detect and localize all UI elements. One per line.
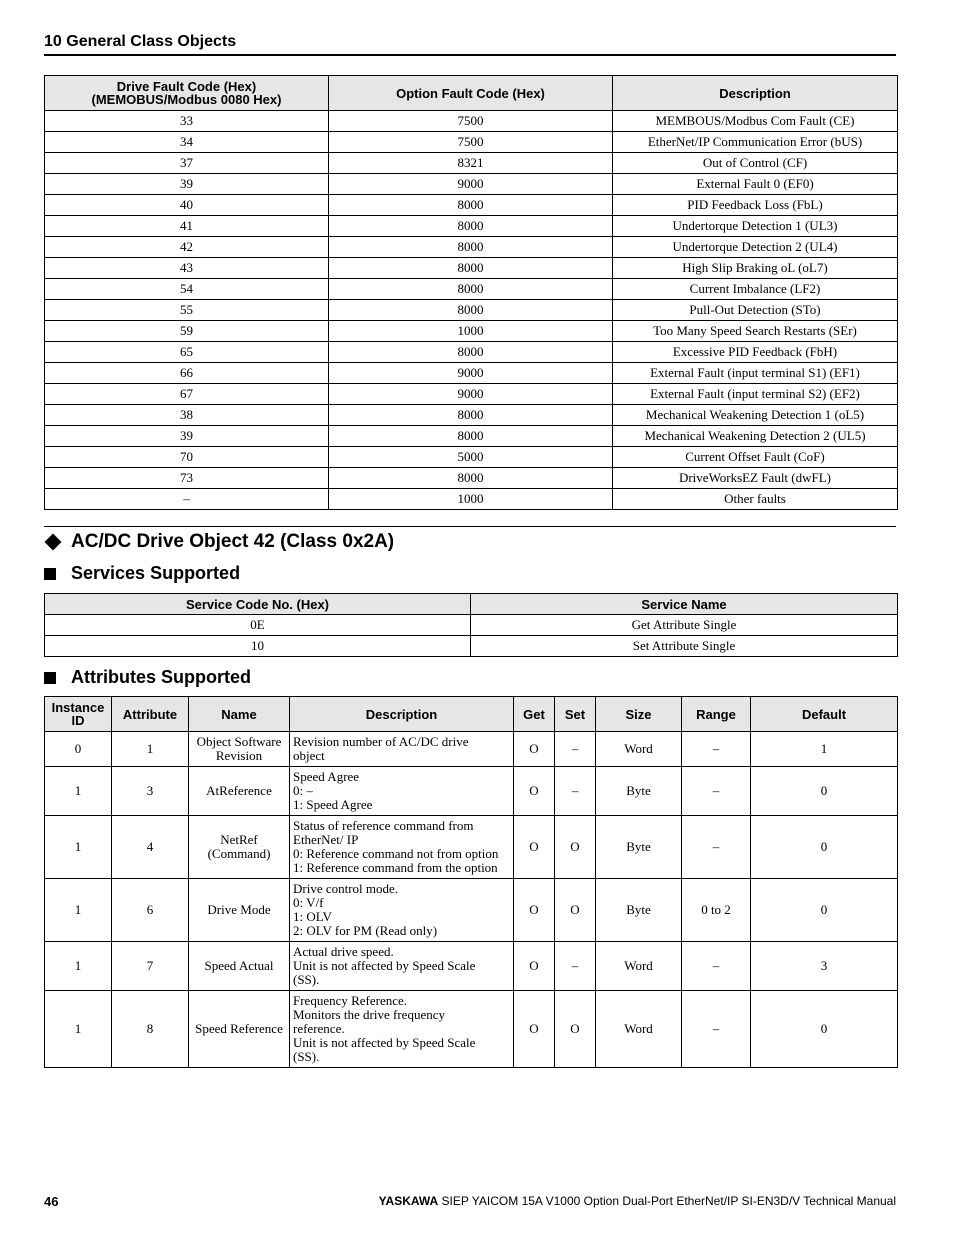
table-cell: 54 [45, 279, 329, 300]
table-cell: 43 [45, 258, 329, 279]
table-row [45, 363, 898, 384]
table-row [45, 342, 898, 363]
column-header: Drive Fault Code (Hex) (MEMOBUS/Modbus 0080 Hex) [45, 76, 329, 111]
table-cell: 67 [45, 384, 329, 405]
column-header: Default [751, 697, 898, 732]
header-rule [44, 54, 896, 56]
table-cell: 8000 [329, 195, 613, 216]
table-cell: 8000 [329, 468, 613, 489]
table-cell: External Fault (input terminal S1) (EF1) [613, 363, 898, 384]
table-cell: – [682, 991, 751, 1068]
section-heading [44, 531, 394, 553]
column-header: Attribute [112, 697, 189, 732]
table-cell: 38 [45, 405, 329, 426]
table-cell: 8000 [329, 279, 613, 300]
table-cell: 0E [45, 615, 471, 636]
table-cell: 59 [45, 321, 329, 342]
table-cell: 34 [45, 132, 329, 153]
table-cell: 0 [45, 732, 112, 767]
table-cell: Out of Control (CF) [613, 153, 898, 174]
table-cell: 41 [45, 216, 329, 237]
table-cell: 8000 [329, 300, 613, 321]
table-cell: 8000 [329, 258, 613, 279]
table-cell: 10 [45, 636, 471, 657]
table-row [45, 942, 898, 991]
table-cell: Revision number of AC/DC drive object [290, 732, 514, 767]
table-row [45, 991, 898, 1068]
table-cell: 8000 [329, 216, 613, 237]
table-cell: 1 [45, 991, 112, 1068]
page-number: 46 [44, 1194, 59, 1209]
table-cell: 66 [45, 363, 329, 384]
table-cell: 3 [751, 942, 898, 991]
table-cell: – [555, 942, 596, 991]
section-title: AC/DC Drive Object 42 (Class 0x2A) [71, 531, 395, 552]
table-cell: Drive Mode [189, 879, 290, 942]
table-cell: AtReference [189, 767, 290, 816]
table-cell: 6 [112, 879, 189, 942]
column-header: Description [290, 697, 514, 732]
diamond-bullet-icon [45, 534, 62, 551]
table-cell: 0 [751, 816, 898, 879]
table-cell: 7 [112, 942, 189, 991]
table-cell: Drive control mode. 0: V/f 1: OLV 2: OLV for PM (Read only) [290, 879, 514, 942]
table-cell: O [514, 879, 555, 942]
table-row [45, 816, 898, 879]
page-header-title: 10 General Class Objects [44, 33, 237, 50]
attributes-table [44, 696, 898, 1068]
table-cell: 1000 [329, 321, 613, 342]
column-header: Size [596, 697, 682, 732]
square-bullet-icon [44, 672, 56, 684]
table-cell: 1 [45, 816, 112, 879]
table-row [45, 216, 898, 237]
table-cell: O [514, 767, 555, 816]
table-cell: 1 [751, 732, 898, 767]
table-row [45, 132, 898, 153]
table-row [45, 468, 898, 489]
table-row [45, 384, 898, 405]
table-cell: 40 [45, 195, 329, 216]
table-cell: Mechanical Weakening Detection 1 (oL5) [613, 405, 898, 426]
attributes-heading-text: Attributes Supported [71, 667, 251, 687]
table-cell: Speed Agree 0: – 1: Speed Agree [290, 767, 514, 816]
services-heading-text: Services Supported [71, 563, 241, 583]
table-row [45, 279, 898, 300]
table-cell: Word [596, 942, 682, 991]
table-cell: 37 [45, 153, 329, 174]
table-cell: – [682, 767, 751, 816]
table-cell: 7500 [329, 111, 613, 132]
table-cell: 5000 [329, 447, 613, 468]
table-cell: EtherNet/IP Communication Error (bUS) [613, 132, 898, 153]
table-row [45, 615, 898, 636]
table-cell: PID Feedback Loss (FbL) [613, 195, 898, 216]
table-row [45, 426, 898, 447]
table-cell: – [682, 816, 751, 879]
table-cell: 42 [45, 237, 329, 258]
table-cell: 0 [751, 767, 898, 816]
table-cell: 33 [45, 111, 329, 132]
table-cell: Undertorque Detection 1 (UL3) [613, 216, 898, 237]
table-row [45, 237, 898, 258]
table-cell: Get Attribute Single [471, 615, 898, 636]
table-row [45, 111, 898, 132]
column-header: Service Code No. (Hex) [45, 594, 471, 615]
table-cell: Frequency Reference. Monitors the drive frequency reference. Unit is not affected by Speed Scale (SS). [290, 991, 514, 1068]
table-cell: Byte [596, 767, 682, 816]
table-row [45, 767, 898, 816]
table-cell: 39 [45, 174, 329, 195]
footer-brand: YASKAWA [378, 1194, 439, 1208]
table-row [45, 321, 898, 342]
column-header: Option Fault Code (Hex) [329, 76, 613, 111]
table-cell: External Fault (input terminal S2) (EF2) [613, 384, 898, 405]
table-cell: Status of reference command from EtherNet/ IP 0: Reference command not from option 1: Reference command from the option [290, 816, 514, 879]
table-cell: Byte [596, 879, 682, 942]
table-cell: Excessive PID Feedback (FbH) [613, 342, 898, 363]
table-cell: 8000 [329, 342, 613, 363]
fault-code-table [44, 75, 898, 510]
table-row [45, 405, 898, 426]
table-cell: Other faults [613, 489, 898, 510]
table-cell: O [514, 942, 555, 991]
table-cell: – [682, 942, 751, 991]
table-cell: DriveWorksEZ Fault (dwFL) [613, 468, 898, 489]
table-cell: 0 [751, 991, 898, 1068]
table-cell: – [682, 732, 751, 767]
table-cell: 65 [45, 342, 329, 363]
table-row [45, 153, 898, 174]
table-cell: 1 [45, 942, 112, 991]
table-cell: Speed Reference [189, 991, 290, 1068]
table-cell: Current Offset Fault (CoF) [613, 447, 898, 468]
table-cell: 55 [45, 300, 329, 321]
table-cell: O [514, 991, 555, 1068]
footer-manual-title [379, 1194, 896, 1208]
column-header: Name [189, 697, 290, 732]
table-cell: Mechanical Weakening Detection 2 (UL5) [613, 426, 898, 447]
table-cell: 7500 [329, 132, 613, 153]
table-cell: 8000 [329, 426, 613, 447]
table-cell: Speed Actual [189, 942, 290, 991]
services-heading [44, 563, 240, 584]
table-cell: MEMBOUS/Modbus Com Fault (CE) [613, 111, 898, 132]
square-bullet-icon [44, 568, 56, 580]
table-cell: 1 [112, 732, 189, 767]
table-cell: Too Many Speed Search Restarts (SEr) [613, 321, 898, 342]
footer-manual-name: SIEP YAICOM 15A V1000 Option Dual-Port EtherNet/IP SI-EN3D/V Technical Manual [441, 1194, 896, 1208]
table-cell: 1 [45, 879, 112, 942]
table-cell: 9000 [329, 363, 613, 384]
table-cell: O [514, 816, 555, 879]
table-cell: 0 [751, 879, 898, 942]
table-cell: 1 [45, 767, 112, 816]
table-cell: O [514, 732, 555, 767]
attributes-heading [44, 667, 251, 688]
table-cell: 8321 [329, 153, 613, 174]
column-header: Get [514, 697, 555, 732]
section-rule [44, 526, 896, 527]
table-row [45, 300, 898, 321]
table-cell: – [45, 489, 329, 510]
table-cell: Pull-Out Detection (STo) [613, 300, 898, 321]
table-cell: 0 to 2 [682, 879, 751, 942]
table-cell: – [555, 767, 596, 816]
table-cell: Set Attribute Single [471, 636, 898, 657]
table-cell: 8 [112, 991, 189, 1068]
table-cell: 70 [45, 447, 329, 468]
table-cell: 8000 [329, 237, 613, 258]
table-cell: Actual drive speed. Unit is not affected by Speed Scale (SS). [290, 942, 514, 991]
column-header: Description [613, 76, 898, 111]
table-cell: O [555, 879, 596, 942]
table-row [45, 489, 898, 510]
table-cell: – [555, 732, 596, 767]
table-row [45, 174, 898, 195]
column-header: Range [682, 697, 751, 732]
table-row [45, 447, 898, 468]
table-cell: Undertorque Detection 2 (UL4) [613, 237, 898, 258]
table-cell: 1000 [329, 489, 613, 510]
table-cell: O [555, 816, 596, 879]
services-table [44, 593, 898, 657]
table-row [45, 258, 898, 279]
table-cell: Byte [596, 816, 682, 879]
table-cell: Object Software Revision [189, 732, 290, 767]
table-cell: 9000 [329, 174, 613, 195]
table-cell: 4 [112, 816, 189, 879]
table-cell: 8000 [329, 405, 613, 426]
table-cell: 9000 [329, 384, 613, 405]
table-cell: Current Imbalance (LF2) [613, 279, 898, 300]
table-cell: High Slip Braking oL (oL7) [613, 258, 898, 279]
table-cell: Word [596, 732, 682, 767]
table-row [45, 195, 898, 216]
table-row [45, 879, 898, 942]
table-cell: External Fault 0 (EF0) [613, 174, 898, 195]
column-header: Set [555, 697, 596, 732]
table-row [45, 636, 898, 657]
column-header: Instance ID [45, 697, 112, 732]
table-row [45, 732, 898, 767]
table-cell: NetRef (Command) [189, 816, 290, 879]
table-cell: 73 [45, 468, 329, 489]
table-cell: 39 [45, 426, 329, 447]
table-cell: O [555, 991, 596, 1068]
table-cell: Word [596, 991, 682, 1068]
column-header: Service Name [471, 594, 898, 615]
table-cell: 3 [112, 767, 189, 816]
